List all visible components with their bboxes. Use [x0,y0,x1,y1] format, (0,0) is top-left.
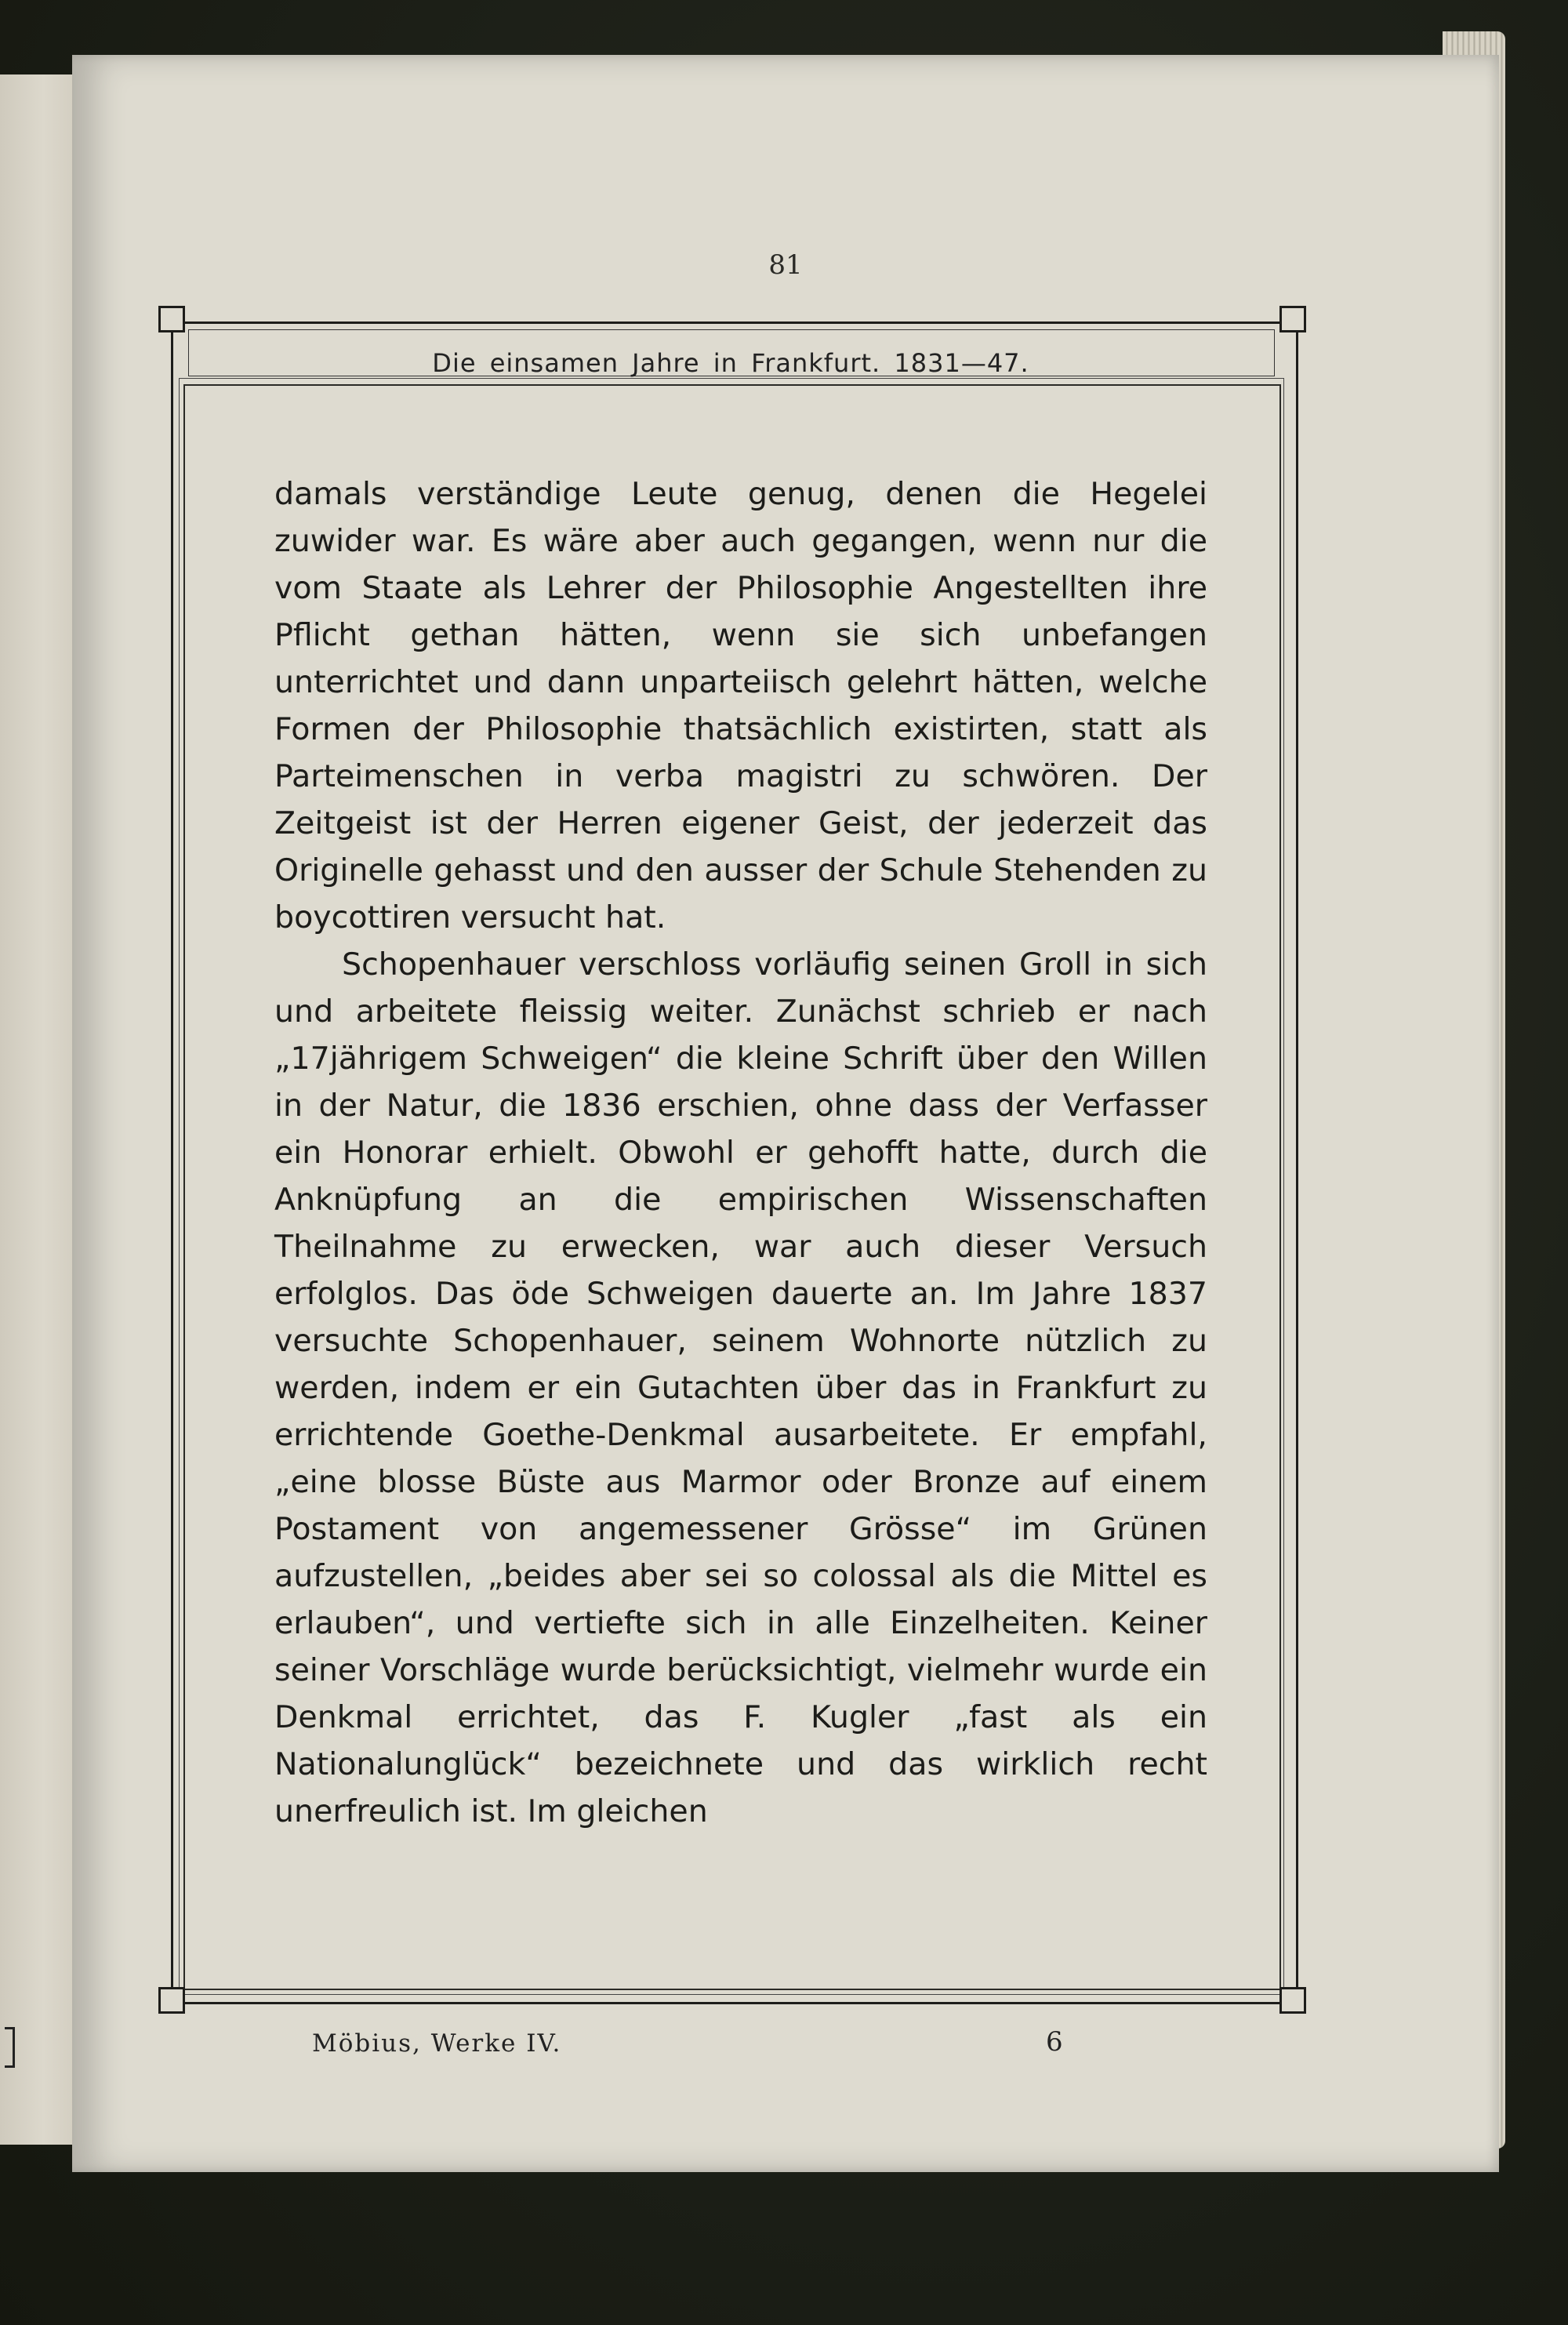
paragraph-2: Schopenhauer verschloss vorläufig seinen Groll in sich und arbeitete fleissig weiter. Zunächst schrieb er nach „17jährigem Schweigen“ die kleine Schrift über den Willen in der Natur, die 1836 erschien, ohne dass der Verfasser ein Honorar erhielt. Obwohl er gehofft hatte, durch die Anknüpfung an die empirischen Wissenschaften Theilnahme zu erwecken, war auch dieser Versuch erfolglos. Das öde Schweigen dauerte an. Im Jahre 1837 versuchte Schopenhauer, seinem Wohnorte nützlich zu werden, indem er ein Gutachten über das in Frankfurt zu errichtende Goethe-Denkmal ausarbeitete. Er empfahl, „eine blosse Büste aus Marmor oder Bronze auf einem Postament von angemessener Grösse“ im Grünen aufzustellen, „beides aber sei so colossal als die Mittel es erlauben“, und vertiefte sich in alle Einzelheiten. Keiner seiner Vorschläge wurde berücksichtigt, vielmehr wurde ein Denkmal errichtet, das F. Kugler „fast als ein Nationalunglück“ bezeichnete und das wirklich recht unerfreulich ist. Im gleichen [274,946,1207,1829]
paragraph-1: damals verständige Leute genug, denen die Hegelei zuwider war. Es wäre aber auch gegangen, wenn nur die vom Staate als Lehrer der Philosophie Angestellten ihre Pflicht gethan hätten, wenn sie sich unbefangen unterrichtet und dann unparteiisch gelehrt hätten, welche Formen der Philosophie thatsächlich existirten, statt als Parteimenschen in verba magistri zu schwören. Der Zeitgeist ist der Herren eigener Geist, der jederzeit das Originelle gehasst und den ausser der Schule Stehenden zu boycottiren versucht hat. [274,476,1207,935]
page-number: 81 [768,249,803,281]
previous-page-edge [0,74,74,2145]
frame-corner-fragment [5,2027,15,2068]
frame-corner-bottom-right [1279,1987,1306,2014]
footer-signature: Möbius, Werke IV. [312,2029,562,2058]
frame-corner-top-right [1279,306,1306,332]
running-head: Die einsamen Jahre in Frankfurt. 1831—47. [432,348,1029,378]
body-text [274,470,1207,1835]
book-page [72,55,1499,2172]
frame-corner-bottom-left [158,1987,185,2014]
frame-corner-top-left [158,306,185,332]
footer-sheet-number: 6 [1046,2026,1063,2058]
